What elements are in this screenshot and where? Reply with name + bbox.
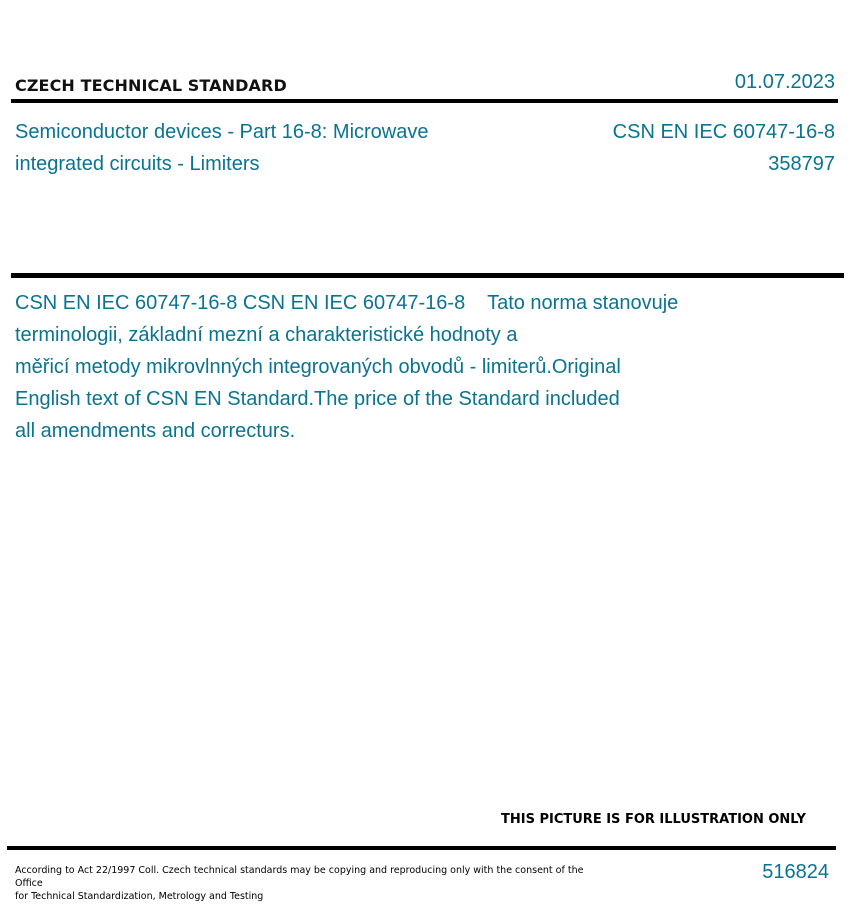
description-line-5: all amendments and correcturs.: [15, 420, 296, 442]
legal-notice-line-1: According to Act 22/1997 Coll. Czech technical standards may be copying and reproducing only with the consent of the Office: [15, 865, 584, 889]
legal-notice-line-2: for Technical Standardization, Metrology and Testing: [15, 891, 264, 902]
description-line-1: CSN EN IEC 60747-16-8 CSN EN IEC 60747-16-8 Tato norma stanovuje: [15, 292, 679, 314]
header-divider: [11, 99, 838, 103]
standard-title-line-1: Semiconductor devices - Part 16-8: Microwave: [15, 121, 429, 143]
standard-title-line-2: integrated circuits - Limiters: [15, 153, 260, 175]
legal-notice: [15, 864, 585, 903]
standard-identifier: [613, 116, 835, 180]
footer-divider: [7, 846, 836, 850]
standard-title: [15, 116, 485, 180]
description-line-2: terminologii, základní mezní a charakteristické hodnoty a: [15, 324, 518, 346]
illustration-notice: THIS PICTURE IS FOR ILLUSTRATION ONLY: [501, 812, 806, 827]
section-divider: [11, 273, 844, 278]
description-line-4: English text of CSN EN Standard.The price of the Standard included: [15, 388, 620, 410]
description-line-3: měřicí metody mikrovlnných integrovaných obvodů - limiterů.Original: [15, 356, 621, 378]
reference-number: 516824: [762, 861, 829, 883]
catalog-number: 358797: [768, 153, 835, 175]
publication-date: 01.07.2023: [734, 71, 835, 93]
standard-code: CSN EN IEC 60747-16-8: [612, 121, 835, 143]
document-type-label: CZECH TECHNICAL STANDARD: [15, 76, 287, 95]
standard-description: [15, 287, 735, 447]
